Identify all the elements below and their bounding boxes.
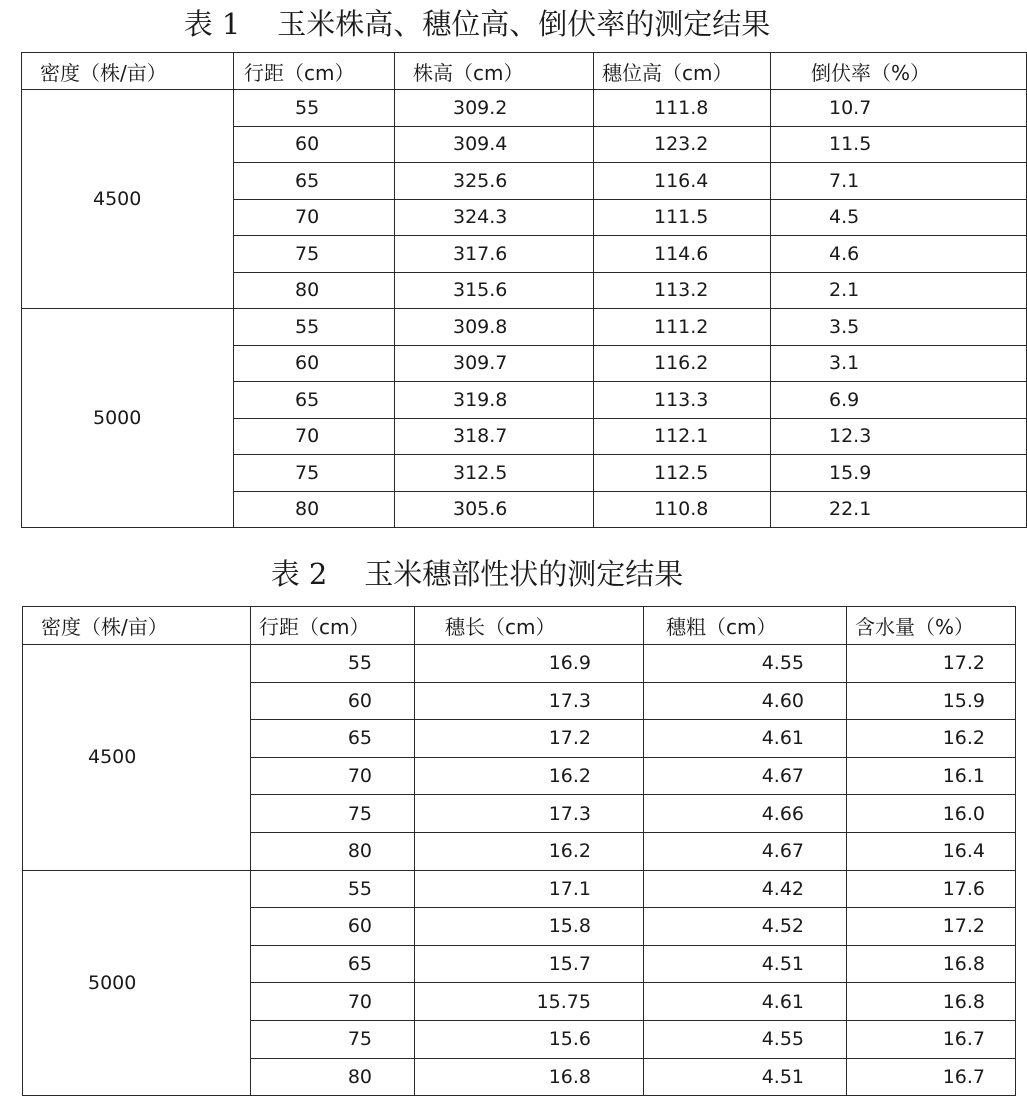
table-cell: 65 [234, 163, 395, 200]
table2-header-ear-diameter: 穗粗（cm） [644, 607, 847, 645]
table2-ear-traits [22, 606, 1016, 1096]
table1-header-lodging-rate: 倒伏率（%） [771, 53, 1027, 90]
table-row [23, 870, 1016, 908]
table-cell: 55 [251, 645, 415, 683]
table-cell: 16.9 [415, 645, 644, 683]
table-cell: 324.3 [395, 199, 594, 236]
table-cell: 4.51 [644, 1058, 847, 1096]
table-cell: 16.2 [415, 757, 644, 795]
density-cell: 5000 [22, 309, 234, 528]
table-cell: 319.8 [395, 382, 594, 419]
table-cell: 309.8 [395, 309, 594, 346]
table-cell: 65 [251, 945, 415, 983]
table2-header-ear-length: 穗长（cm） [415, 607, 644, 645]
table2-caption: 表 2 玉米穗部性状的测定结果 [270, 557, 684, 591]
table-cell: 4.66 [644, 795, 847, 833]
table-cell: 80 [251, 832, 415, 870]
table-cell: 15.75 [415, 983, 644, 1021]
table-cell: 16.8 [415, 1058, 644, 1096]
table-cell: 17.6 [847, 870, 1016, 908]
table-cell: 65 [251, 720, 415, 758]
table-cell: 113.3 [594, 382, 771, 419]
table-cell: 112.5 [594, 455, 771, 492]
table-cell: 111.8 [594, 90, 771, 127]
table-cell: 55 [251, 870, 415, 908]
table-cell: 113.2 [594, 272, 771, 309]
table-cell: 4.55 [644, 645, 847, 683]
density-cell: 4500 [22, 90, 234, 309]
table-cell: 60 [251, 908, 415, 946]
table-cell: 16.8 [847, 945, 1016, 983]
table-cell: 111.2 [594, 309, 771, 346]
table-cell: 16.4 [847, 832, 1016, 870]
table-cell: 4.52 [644, 908, 847, 946]
table-cell: 16.0 [847, 795, 1016, 833]
table2-header-moisture: 含水量（%） [847, 607, 1016, 645]
table-cell: 15.9 [847, 682, 1016, 720]
table-cell: 70 [234, 418, 395, 455]
table-cell: 70 [234, 199, 395, 236]
table-cell: 309.4 [395, 126, 594, 163]
table-cell: 3.1 [771, 345, 1027, 382]
table-cell: 10.7 [771, 90, 1027, 127]
table-cell: 4.61 [644, 983, 847, 1021]
table-cell: 4.51 [644, 945, 847, 983]
table-cell: 16.2 [415, 832, 644, 870]
table-cell: 4.6 [771, 236, 1027, 273]
table1-header-row [22, 53, 1027, 90]
table-cell: 6.9 [771, 382, 1027, 419]
table-cell: 15.7 [415, 945, 644, 983]
table-cell: 55 [234, 309, 395, 346]
table-cell: 55 [234, 90, 395, 127]
table1-header-ear-height: 穗位高（cm） [594, 53, 771, 90]
table-cell: 80 [234, 491, 395, 528]
table-cell: 70 [251, 983, 415, 1021]
table-cell: 309.2 [395, 90, 594, 127]
table1-caption: 表 1 玉米株高、穗位高、倒伏率的测定结果 [183, 7, 771, 41]
table-cell: 4.67 [644, 757, 847, 795]
table-cell: 17.2 [847, 645, 1016, 683]
table-cell: 17.2 [415, 720, 644, 758]
table-cell: 17.3 [415, 682, 644, 720]
table2-body [23, 645, 1016, 1096]
table-cell: 80 [234, 272, 395, 309]
table-cell: 116.4 [594, 163, 771, 200]
table-row [23, 645, 1016, 683]
table-cell: 16.2 [847, 720, 1016, 758]
table1-body [22, 90, 1027, 528]
table-cell: 309.7 [395, 345, 594, 382]
table-row [22, 309, 1027, 346]
table-cell: 114.6 [594, 236, 771, 273]
table-cell: 70 [251, 757, 415, 795]
table1-corn-height-lodging [21, 52, 1027, 528]
table-cell: 16.8 [847, 983, 1016, 1021]
table-cell: 112.1 [594, 418, 771, 455]
table-cell: 15.8 [415, 908, 644, 946]
table-cell: 60 [234, 126, 395, 163]
table-cell: 75 [251, 795, 415, 833]
table-cell: 123.2 [594, 126, 771, 163]
density-cell: 5000 [23, 870, 251, 1096]
table-cell: 15.9 [771, 455, 1027, 492]
table-cell: 4.42 [644, 870, 847, 908]
table-cell: 22.1 [771, 491, 1027, 528]
table-cell: 17.3 [415, 795, 644, 833]
table-cell: 16.7 [847, 1020, 1016, 1058]
table-cell: 3.5 [771, 309, 1027, 346]
table-cell: 4.55 [644, 1020, 847, 1058]
table2-header-density: 密度（株/亩） [23, 607, 251, 645]
table-cell: 17.1 [415, 870, 644, 908]
table-cell: 4.67 [644, 832, 847, 870]
table-cell: 111.5 [594, 199, 771, 236]
table2-header-row-spacing: 行距（cm） [251, 607, 415, 645]
table-cell: 16.7 [847, 1058, 1016, 1096]
table-cell: 7.1 [771, 163, 1027, 200]
density-cell: 4500 [23, 645, 251, 871]
table-cell: 65 [234, 382, 395, 419]
table-cell: 110.8 [594, 491, 771, 528]
table-cell: 325.6 [395, 163, 594, 200]
table-cell: 315.6 [395, 272, 594, 309]
table-cell: 11.5 [771, 126, 1027, 163]
table-cell: 60 [234, 345, 395, 382]
table1-header-row-spacing: 行距（cm） [234, 53, 395, 90]
table-cell: 312.5 [395, 455, 594, 492]
table-cell: 12.3 [771, 418, 1027, 455]
table2-header-row [23, 607, 1016, 645]
table-cell: 305.6 [395, 491, 594, 528]
table-cell: 75 [234, 455, 395, 492]
table-cell: 75 [251, 1020, 415, 1058]
table-cell: 16.1 [847, 757, 1016, 795]
table1-header-density: 密度（株/亩） [22, 53, 234, 90]
table-cell: 116.2 [594, 345, 771, 382]
table-cell: 4.60 [644, 682, 847, 720]
table-cell: 4.61 [644, 720, 847, 758]
table-cell: 75 [234, 236, 395, 273]
table-cell: 318.7 [395, 418, 594, 455]
table-row [22, 90, 1027, 127]
table-cell: 80 [251, 1058, 415, 1096]
table-cell: 60 [251, 682, 415, 720]
table-cell: 4.5 [771, 199, 1027, 236]
table-cell: 15.6 [415, 1020, 644, 1058]
table-cell: 317.6 [395, 236, 594, 273]
table1-header-plant-height: 株高（cm） [395, 53, 594, 90]
table-cell: 17.2 [847, 908, 1016, 946]
table-cell: 2.1 [771, 272, 1027, 309]
